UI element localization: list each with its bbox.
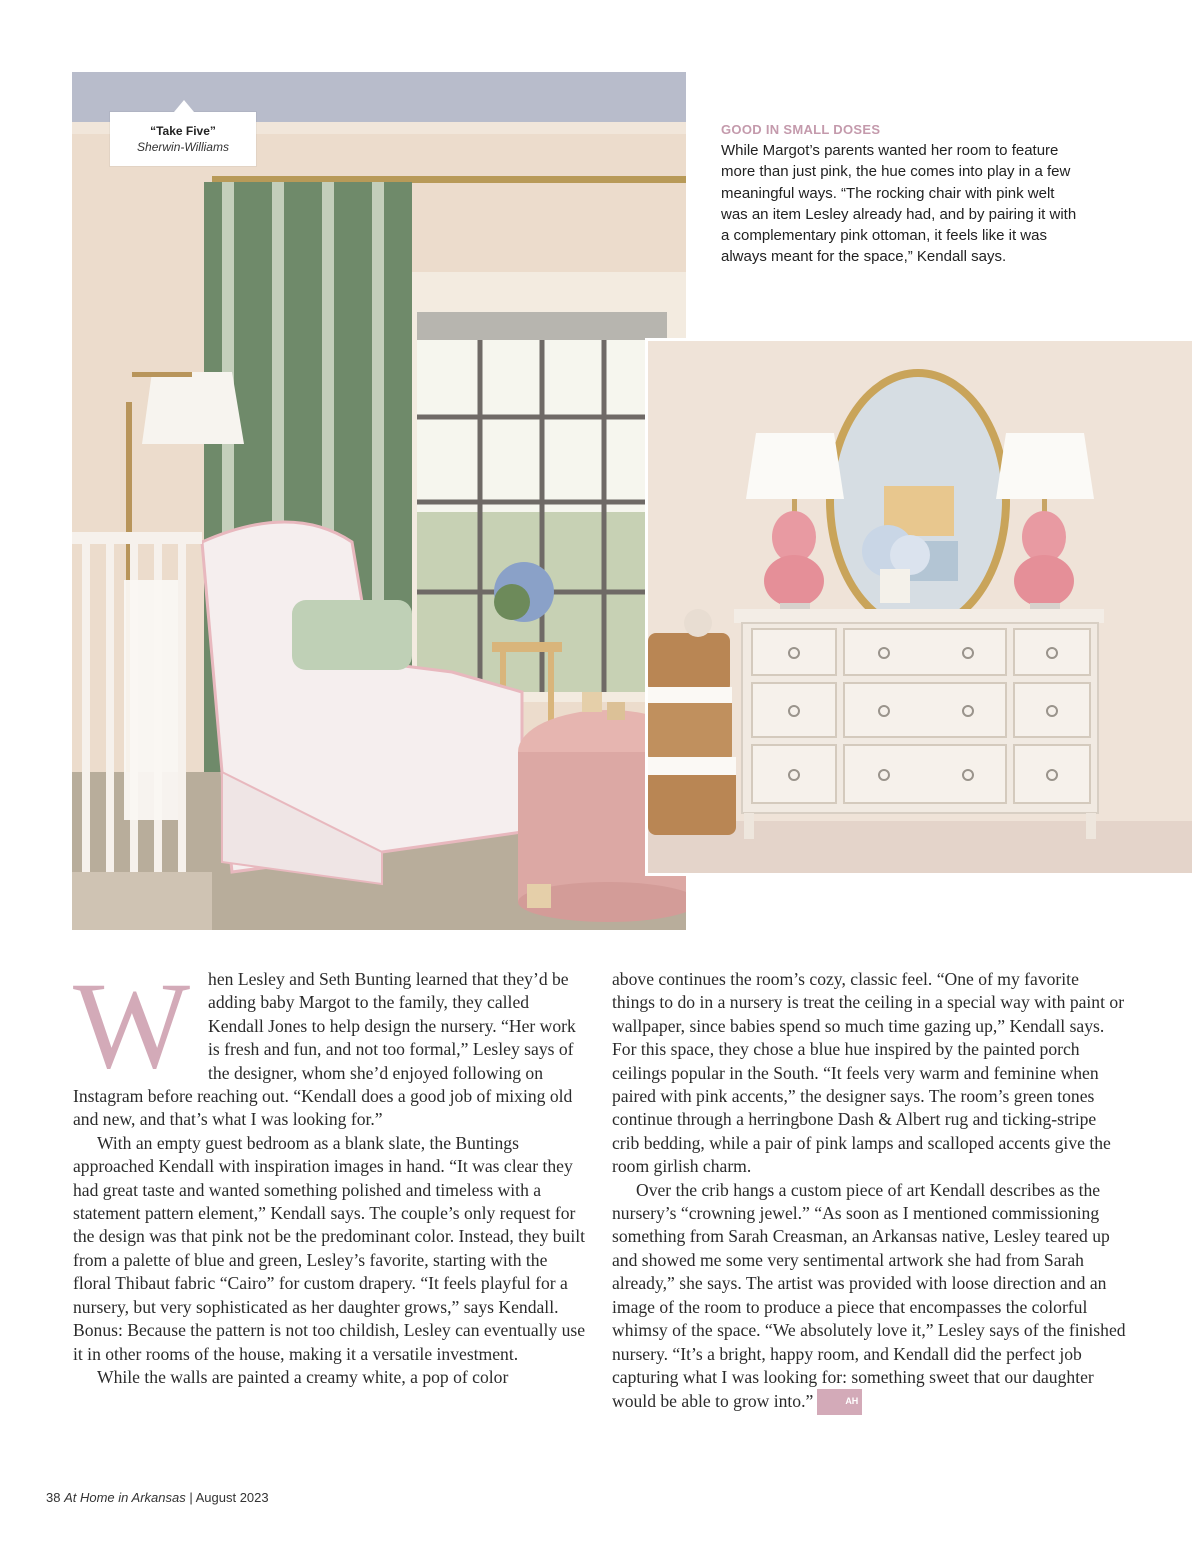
article-paragraph: above continues the room’s cozy, classic feel. “One of my favorite things to do in a nursery is treat the ceiling in a special way with paint or wallpaper, since babies spend so much time gazing up,” Kendall says. For this space, they chose a blue hue inspired by the painted porch ceilings popular in the South. “It feels very warm and feminine when paired with pink accents,” the designer says. The room’s green tones continue through a herringbone Dash & Albert rug and ticking-stripe crib bedding, while a pair of pink lamps and scalloped accents give the room girlish charm. [612,969,1125,1177]
dresser-illustration [648,341,1192,873]
sidebar-caption [721,122,1081,268]
sidebar-body: While Margot’s parents wanted her room to feature more than just pink, the hue comes into play in a few meaningful ways. “The rocking chair with pink welt was an item Lesley already had, and by pairing it with a complementary pink ottoman, it feels like it was always meant for the space,” Kendall says. [721,142,1077,266]
nursery-chair-illustration [72,72,686,930]
dresser-photo [645,338,1195,876]
paint-brand: Sherwin-Williams [137,140,229,154]
sidebar-heading: GOOD IN SMALL DOSES [721,122,881,137]
paint-color-name: “Take Five” [150,124,216,138]
page-number: 38 [46,1490,61,1505]
folio-separator: | [185,1490,196,1505]
page-folio [46,1490,269,1505]
issue-date: August 2023 [195,1490,269,1505]
end-mark-icon: AH [817,1389,862,1414]
article-paragraph: While the walls are painted a creamy white, a pop of color [97,1366,509,1387]
article-column-left [73,957,587,1389]
article-column-right [612,968,1126,1415]
paint-color-callout [110,112,256,166]
article-paragraph-text: Over the crib hangs a custom piece of art Kendall describes as the nursery’s “crowning jewel.” “As soon as I mentioned commissioning something from Sarah Creasman, an Arkansas native, Lesley teared up and showed me some very sentimental artwork she had from Sarah already,” she says. The artist was provided with loose direction and an image of the room to produce a piece that encompasses the colorful whimsy of the space. “We absolutely love it,” Lesley says of the finished nursery. “It’s a bright, happy room, and Kendall did the perfect job capturing what I was looking for: something sweet that our daughter would be able to grow into.” [612,1179,1126,1412]
article-paragraph: hen Lesley and Seth Bunting learned that they’d be adding baby Margot to the family, they called Kendall Jones to help design the nursery. “Her work is fresh and fun, and not too formal,” Lesley says of the designer, whom she’d enjoyed following on Instagram before reaching out. “Kendall does a good job of mixing old and new, and that’s what I was looking for.” [73,969,576,1130]
article-paragraph: With an empty guest bedroom as a blank slate, the Buntings approached Kendall with inspiration images in hand. “It was clear they had great taste and wanted something polished and timeless with a statement pattern element,” Kendall says. The couple’s only request for the design was that pink not be the predominant color. Instead, they built from a palette of blue and green, Lesley’s favorite, starting with the floral Thibaut fabric “Cairo” for custom drapery. “It feels playful for a nursery, but very sophisticated as her daughter grows,” says Kendall. Bonus: Because the pattern is not too childish, Lesley can eventually use it in other rooms of the house, making it a versatile investment. [73,1132,586,1364]
article-paragraph-final [612,1179,1126,1415]
drop-cap: W [73,957,191,1094]
publication-name: At Home in Arkansas [64,1490,186,1505]
nursery-chair-photo [72,72,686,930]
